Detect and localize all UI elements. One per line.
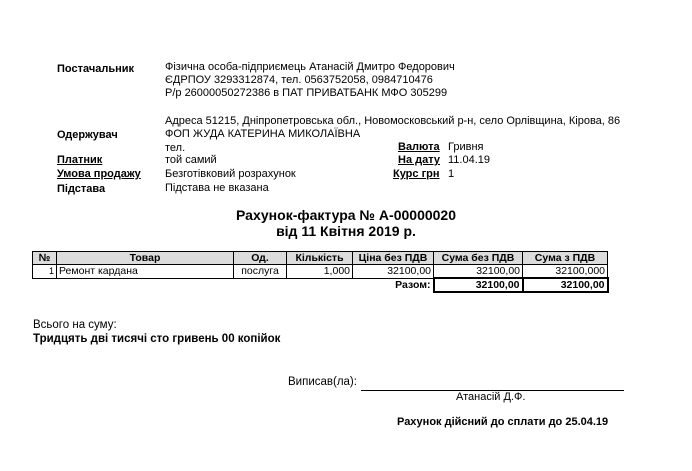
row-price: 32100,00 xyxy=(353,265,434,279)
table-header-row xyxy=(33,252,608,265)
invoice-date: від 11 Квітня 2019 р. xyxy=(276,223,416,239)
signature-name: Атанасій Д.Ф. xyxy=(456,391,526,403)
sum-words-label: Всього на суму: xyxy=(33,319,117,331)
col-product: Товар xyxy=(57,252,234,265)
col-sum-vat: Сума з ПДВ xyxy=(523,252,608,265)
recipient-name: ФОП ЖУДА КАТЕРИНА МИКОЛАЇВНА xyxy=(165,128,361,140)
sale-terms-label: Умова продажу xyxy=(57,168,141,180)
row-number: 1 xyxy=(33,265,57,279)
total-with-vat: 32100,00 xyxy=(523,278,608,292)
payer-label: Платник xyxy=(57,154,103,166)
currency-value: Гривня xyxy=(448,141,484,153)
total-row xyxy=(33,278,608,292)
on-date-value: 11.04.19 xyxy=(448,154,491,166)
currency-label: Валюта xyxy=(398,141,440,153)
row-sum-vat: 32100,000 xyxy=(523,265,608,279)
col-sum-no-vat: Сума без ПДВ xyxy=(434,252,523,265)
items-table xyxy=(32,251,609,293)
signature-label: Виписав(ла): xyxy=(288,376,357,388)
row-sum-no-vat: 32100,00 xyxy=(434,265,523,279)
on-date-label: На дату xyxy=(398,154,440,166)
row-unit: послуга xyxy=(234,265,287,279)
supplier-address: Адреса 51215, Дніпропетровська обл., Новомосковський р-н, село Орлівщина, Кірова, 86 xyxy=(165,115,621,127)
recipient-phone: тел. xyxy=(165,142,186,154)
valid-until: Рахунок дійсний до сплати до 25.04.19 xyxy=(397,416,609,428)
row-quantity: 1,000 xyxy=(287,265,353,279)
col-quantity: Кількість xyxy=(287,252,353,265)
supplier-name: Фізична особа-підприємець Атанасій Дмитро Федорович xyxy=(165,61,455,73)
supplier-bank: Р/р 26000050272386 в ПАТ ПРИВАТБАНК МФО 305299 xyxy=(165,87,448,99)
supplier-codes: ЄДРПОУ 3293312874, тел. 0563752058, 0984710476 xyxy=(165,74,433,86)
recipient-label: Одержувач xyxy=(57,129,118,141)
rate-value: 1 xyxy=(448,168,455,180)
table-row xyxy=(33,265,608,279)
payer-value: той самий xyxy=(165,154,217,166)
invoice-title: Рахунок-фактура № А-00000020 xyxy=(236,207,456,223)
total-label: Разом: xyxy=(353,278,434,292)
total-no-vat: 32100,00 xyxy=(434,278,523,292)
basis-value: Підстава не вказана xyxy=(165,182,269,194)
col-unit: Од. xyxy=(234,252,287,265)
supplier-label: Постачальник xyxy=(57,63,134,75)
basis-label: Підстава xyxy=(57,183,106,195)
col-number: № xyxy=(33,252,57,265)
row-product: Ремонт кардана xyxy=(57,265,234,279)
col-price: Ціна без ПДВ xyxy=(353,252,434,265)
sum-words-value: Тридцять дві тисячі сто гривень 00 копійок xyxy=(33,333,281,345)
sale-terms-value: Безготівковий розрахунок xyxy=(165,168,296,180)
rate-label: Курс грн xyxy=(393,168,440,180)
